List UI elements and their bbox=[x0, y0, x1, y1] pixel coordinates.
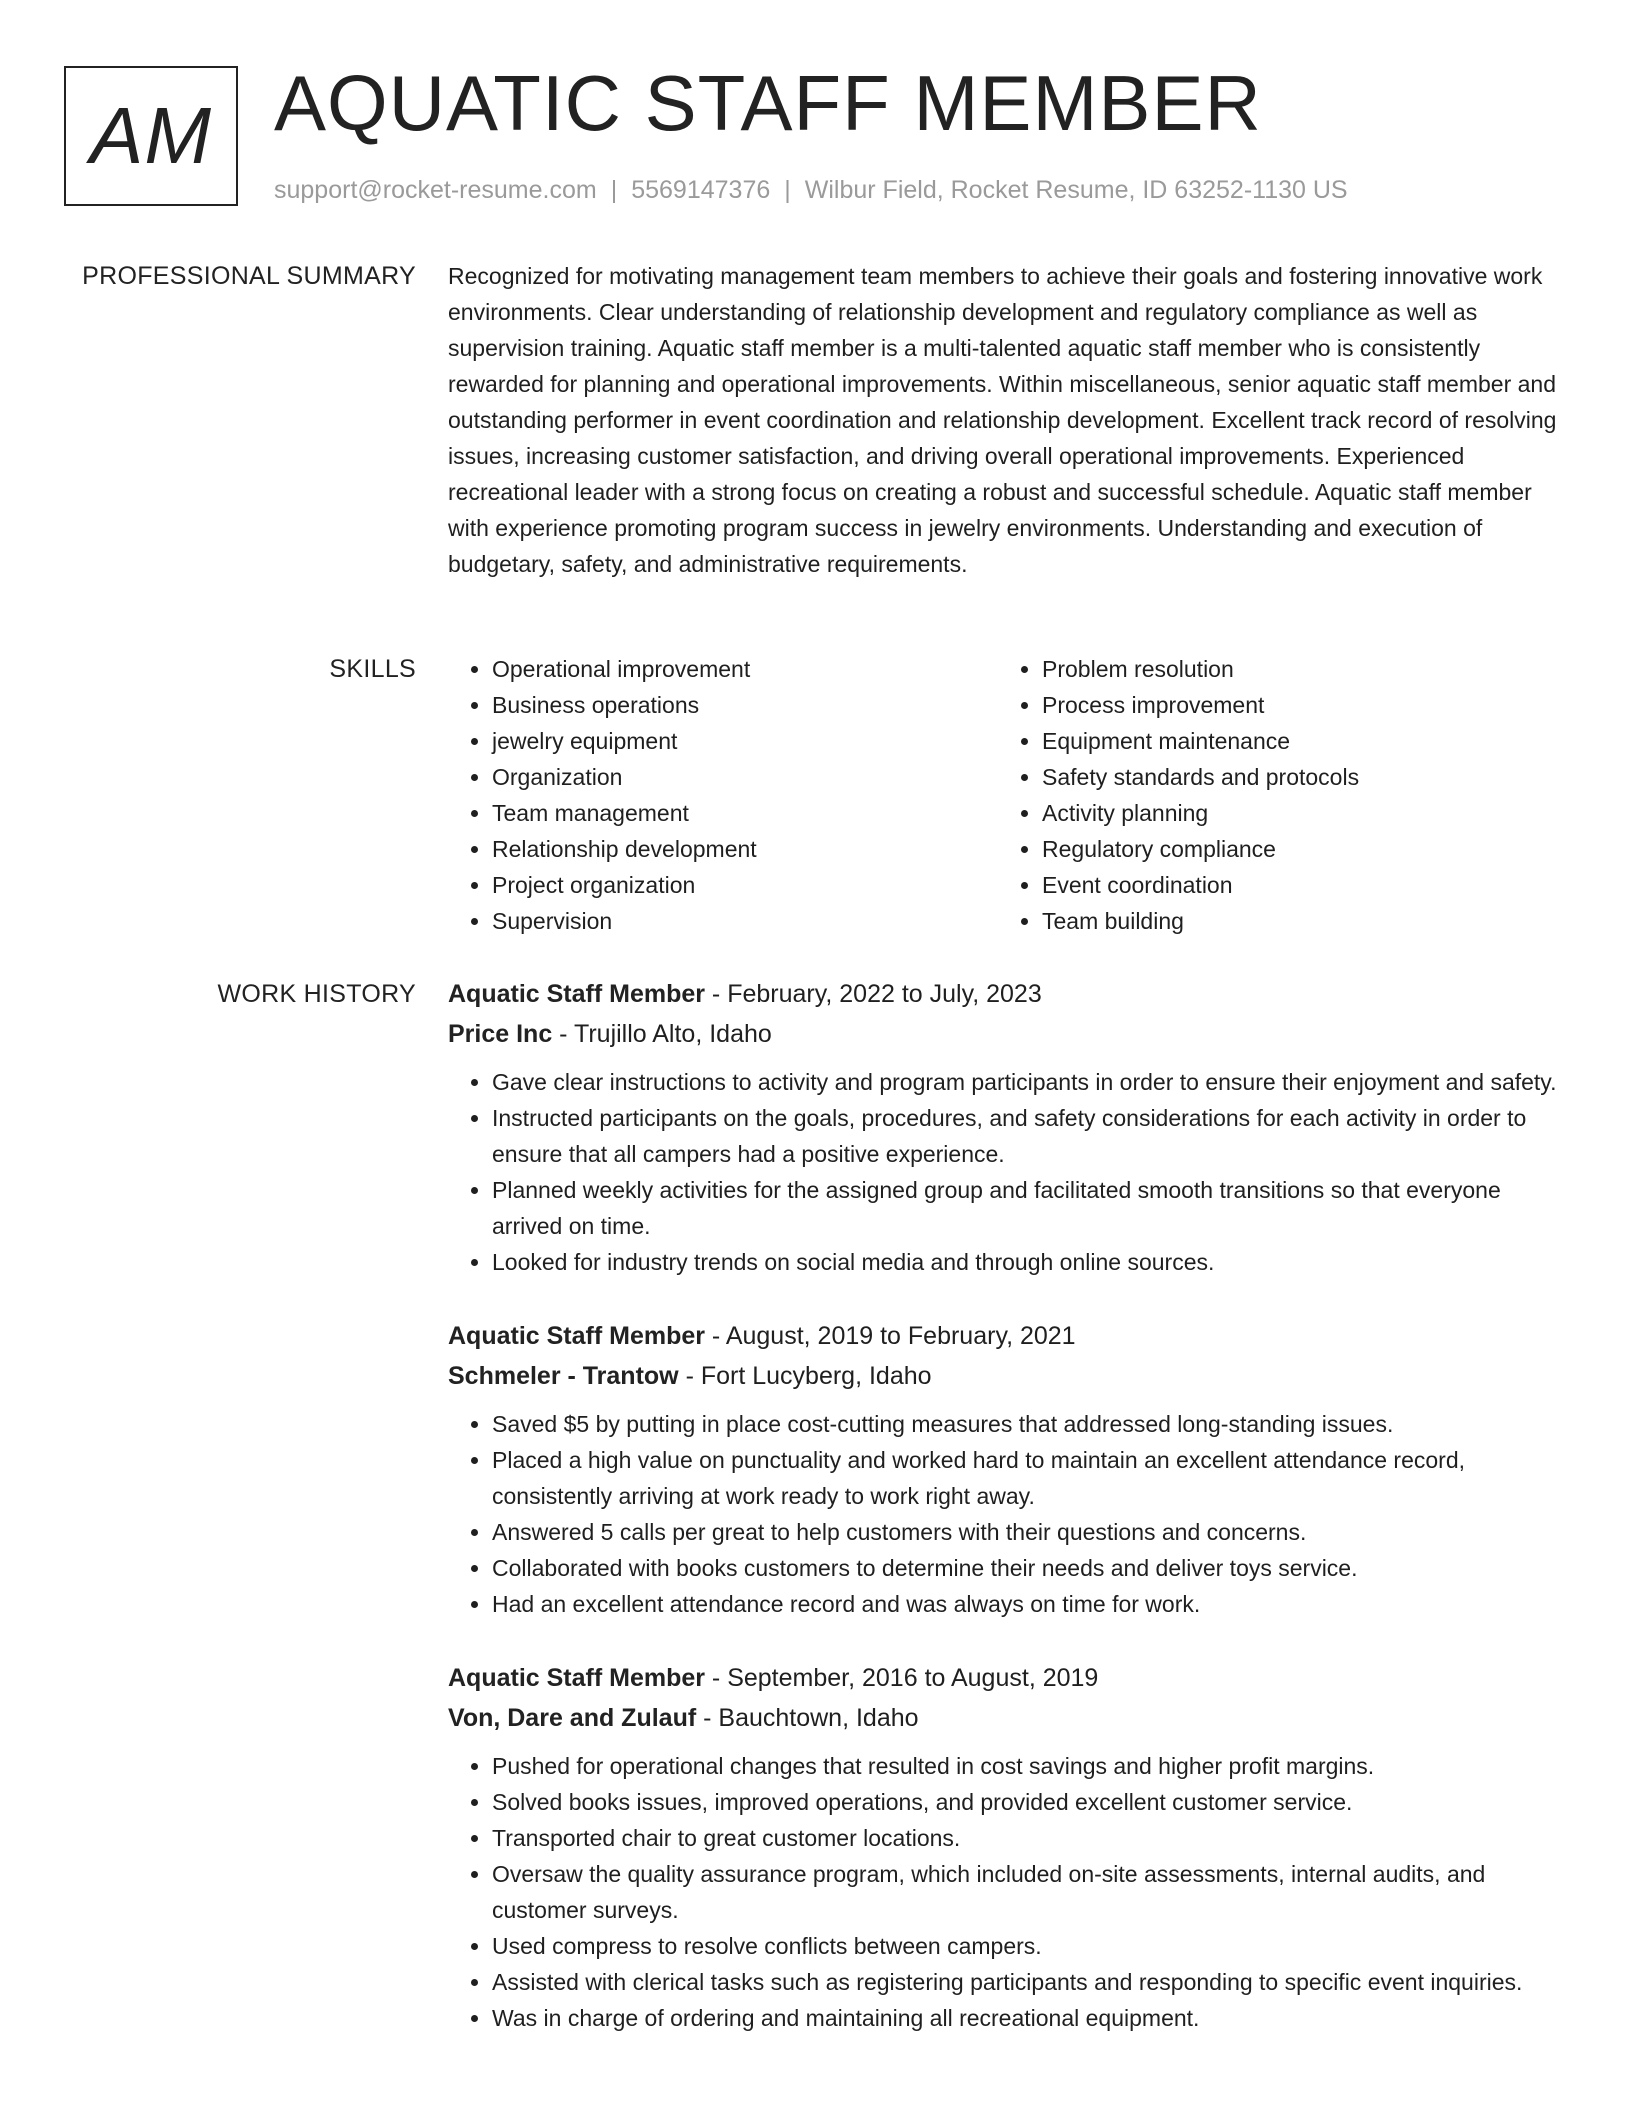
job-company-line bbox=[448, 1014, 1568, 1054]
job-role: Aquatic Staff Member bbox=[448, 1664, 705, 1692]
job-bullet: • Had an excellent attendance record and was always on time for work. bbox=[492, 1586, 1568, 1622]
job-bullet: • Pushed for operational changes that resulted in cost savings and higher profit margins. bbox=[492, 1748, 1568, 1784]
job-bullet: • Placed a high value on punctuality and worked hard to maintain an excellent attendance record, consistently arriving at work ready to work right away. bbox=[492, 1442, 1568, 1514]
contact-separator: | bbox=[610, 176, 618, 204]
job-bullets bbox=[448, 1406, 1568, 1622]
summary-text: Recognized for motivating management team members to achieve their goals and fostering innovative work environments. Clear understanding of relationship development and regulatory compliance as well as supervision training. Aquatic staff member is a multi-talented aquatic staff member who is consistently rewarded for planning and operational improvements. Within miscellaneous, senior aquatic staff member and outstanding performer in event coordination and relationship development. Excellent track record of resolving issues, increasing customer satisfaction, and driving overall operational improvements. Experienced recreational leader with a strong focus on creating a robust and successful schedule. Aquatic staff member with experience promoting program success in jewelry environments. Understanding and execution of budgetary, safety, and administrative requirements. bbox=[448, 263, 1557, 577]
job-dates: - September, 2016 to August, 2019 bbox=[704, 1664, 1099, 1692]
job-role: Aquatic Staff Member bbox=[448, 1322, 705, 1350]
contact-line bbox=[274, 175, 1348, 205]
monogram-box bbox=[64, 66, 238, 206]
skill-item: • Process improvement bbox=[1042, 687, 1548, 723]
contact-separator: | bbox=[784, 176, 791, 204]
job-entry bbox=[448, 974, 1568, 1280]
job-bullet: • Planned weekly activities for the assigned group and facilitated smooth transitions so that everyone arrived on time. bbox=[492, 1172, 1568, 1244]
job-bullet: • Gave clear instructions to activity and program participants in order to ensure their enjoyment and safety. bbox=[492, 1064, 1568, 1100]
skill-item: • Problem resolution bbox=[1042, 651, 1548, 687]
skill-item: • Organization bbox=[492, 759, 998, 795]
contact-email[interactable]: support@rocket-resume.com bbox=[274, 176, 597, 204]
job-bullet: • Assisted with clerical tasks such as registering participants and responding to specific event inquiries. bbox=[492, 1964, 1568, 2000]
job-role-line bbox=[448, 974, 1568, 1014]
skill-item: • Activity planning bbox=[1042, 795, 1548, 831]
job-bullet: • Saved $5 by putting in place cost-cutting measures that addressed long-standing issues. bbox=[492, 1406, 1568, 1442]
skills-list-right bbox=[998, 651, 1548, 939]
job-bullet: • Looked for industry trends on social media and through online sources. bbox=[492, 1244, 1568, 1280]
job-bullet: • Answered 5 calls per great to help customers with their questions and concerns. bbox=[492, 1514, 1568, 1550]
job-company: Von, Dare and Zulauf bbox=[448, 1704, 697, 1732]
skill-item: • Team building bbox=[1042, 903, 1548, 939]
job-dates: - February, 2022 to July, 2023 bbox=[704, 980, 1042, 1008]
job-bullet: • Collaborated with books customers to determine their needs and deliver toys service. bbox=[492, 1550, 1568, 1586]
job-company-line bbox=[448, 1698, 1568, 1738]
skills-list-left bbox=[448, 651, 998, 939]
job-company-line bbox=[448, 1356, 1568, 1396]
skill-item: • Relationship development bbox=[492, 831, 998, 867]
job-bullet: • Solved books issues, improved operations, and provided excellent customer service. bbox=[492, 1784, 1568, 1820]
monogram-initials: AM bbox=[90, 91, 212, 180]
candidate-title: AQUATIC STAFF MEMBER bbox=[274, 59, 1262, 147]
skill-item: • jewelry equipment bbox=[492, 723, 998, 759]
job-bullets bbox=[448, 1064, 1568, 1280]
job-bullet: • Instructed participants on the goals, procedures, and safety considerations for each activity in order to ensure that all campers had a positive experience. bbox=[492, 1100, 1568, 1172]
skill-item: • Project organization bbox=[492, 867, 998, 903]
job-bullet: • Oversaw the quality assurance program, which included on-site assessments, internal audits, and customer surveys. bbox=[492, 1856, 1568, 1928]
skill-item: • Operational improvement bbox=[492, 651, 998, 687]
skills-heading: SKILLS bbox=[329, 655, 416, 683]
job-bullet: • Used compress to resolve conflicts between campers. bbox=[492, 1928, 1568, 1964]
skill-item: • Regulatory compliance bbox=[1042, 831, 1548, 867]
job-entry bbox=[448, 1658, 1568, 2036]
job-entry bbox=[448, 1316, 1568, 1622]
job-role: Aquatic Staff Member bbox=[448, 980, 705, 1008]
job-location: - Bauchtown, Idaho bbox=[696, 1704, 919, 1732]
contact-phone[interactable]: 5569147376 bbox=[631, 176, 771, 204]
job-role-line bbox=[448, 1658, 1568, 1698]
contact-address: Wilbur Field, Rocket Resume, ID 63252-1130 US bbox=[804, 176, 1348, 204]
skill-item: • Team management bbox=[492, 795, 998, 831]
skill-item: • Safety standards and protocols bbox=[1042, 759, 1548, 795]
work-history-heading: WORK HISTORY bbox=[217, 980, 416, 1008]
summary-heading: PROFESSIONAL SUMMARY bbox=[82, 262, 416, 290]
job-bullet: • Was in charge of ordering and maintaining all recreational equipment. bbox=[492, 2000, 1568, 2036]
job-bullets bbox=[448, 1748, 1568, 2036]
job-location: - Trujillo Alto, Idaho bbox=[552, 1020, 772, 1048]
skill-item: • Supervision bbox=[492, 903, 998, 939]
skill-item: • Equipment maintenance bbox=[1042, 723, 1548, 759]
job-company: Price Inc bbox=[448, 1020, 553, 1048]
skill-item: • Event coordination bbox=[1042, 867, 1548, 903]
skill-item: • Business operations bbox=[492, 687, 998, 723]
job-company: Schmeler - Trantow bbox=[448, 1362, 679, 1390]
job-role-line bbox=[448, 1316, 1568, 1356]
job-location: - Fort Lucyberg, Idaho bbox=[678, 1362, 932, 1390]
job-bullet: • Transported chair to great customer locations. bbox=[492, 1820, 1568, 1856]
job-dates: - August, 2019 to February, 2021 bbox=[704, 1322, 1076, 1350]
